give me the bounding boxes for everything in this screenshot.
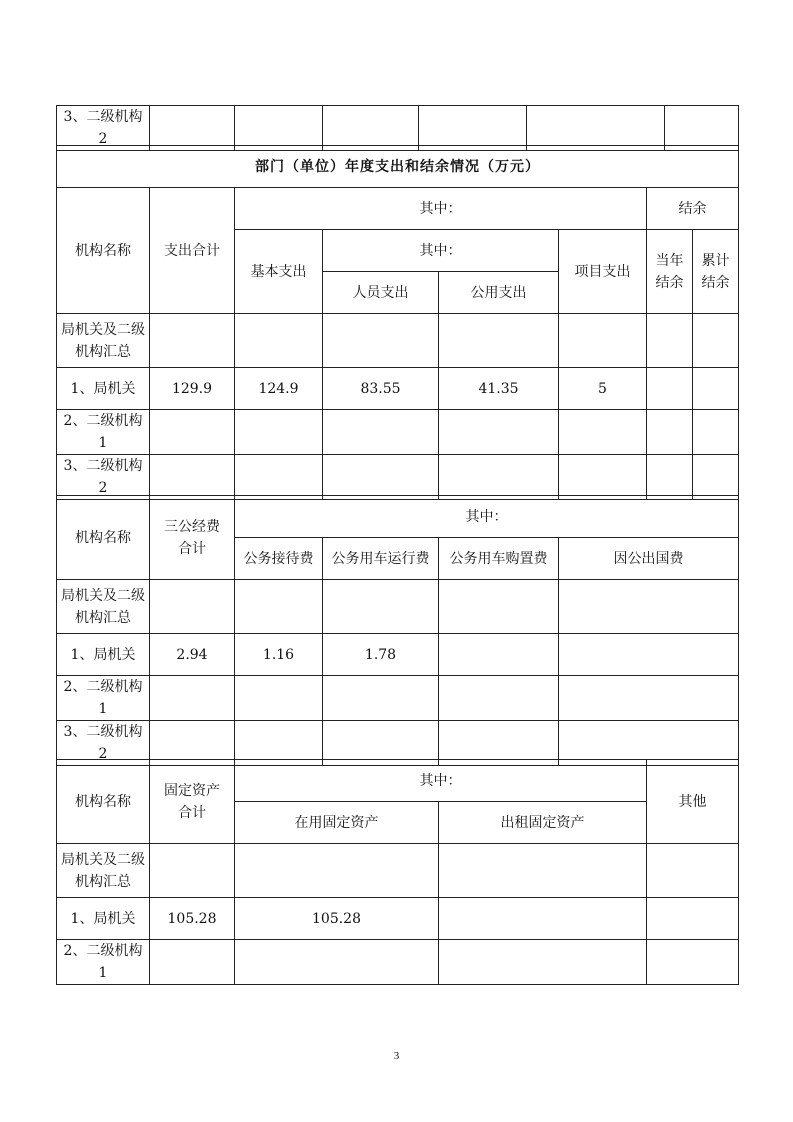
- row-label: 2、二级机构 1: [57, 940, 150, 985]
- page-number: 3: [393, 1050, 400, 1062]
- cell: [527, 106, 665, 151]
- cell-total: 2.94: [150, 634, 235, 676]
- table-row: [57, 940, 739, 985]
- table-row: [57, 634, 739, 676]
- cell-basic: [235, 410, 323, 455]
- cell-project: [559, 455, 647, 500]
- row-label: 局机关及二级机构汇总: [57, 580, 150, 634]
- cell-other: [647, 898, 739, 940]
- row-label: 局机关及二级机构汇总: [57, 314, 150, 368]
- header-leased: 出租固定资产: [439, 802, 647, 844]
- cell-abroad: [559, 634, 739, 676]
- cell-basic: 124.9: [235, 368, 323, 410]
- cell-total: [150, 844, 235, 898]
- header-reception: 公务接待费: [235, 538, 323, 580]
- cell-abroad: [559, 676, 739, 721]
- header-abroad: 因公出国费: [559, 538, 739, 580]
- header-vehicle-run: 公务用车运行费: [323, 538, 439, 580]
- cell-project: 5: [559, 368, 647, 410]
- cell-personnel: [323, 455, 439, 500]
- section-title: 部门（单位）年度支出和结余情况（万元）: [57, 146, 739, 188]
- header-of-which: 其中：: [235, 188, 647, 230]
- cell-total: [150, 676, 235, 721]
- cell: [235, 106, 323, 151]
- cell-basic: [235, 455, 323, 500]
- cell-leased: [439, 844, 647, 898]
- cell-in-use: [235, 940, 439, 985]
- cell: [665, 106, 739, 151]
- cell-current: [647, 368, 693, 410]
- header-current-balance: 当年结余: [647, 230, 693, 314]
- cell-in-use: [235, 844, 439, 898]
- cell-current: [647, 410, 693, 455]
- header-basic: 基本支出: [235, 230, 323, 314]
- cell-reception: 1.16: [235, 634, 323, 676]
- header-unit: 机构名称: [57, 188, 150, 314]
- cell-reception: [235, 676, 323, 721]
- header-total: [150, 496, 235, 580]
- cell-leased: [439, 940, 647, 985]
- cell: [150, 106, 235, 151]
- row-label: 2、二级机构 1: [57, 410, 150, 455]
- header-in-use: 在用固定资产: [235, 802, 439, 844]
- expenditure-table: [56, 145, 739, 500]
- table-row: [57, 676, 739, 721]
- cell-total: [150, 580, 235, 634]
- fixed-assets-table: [56, 759, 739, 985]
- header-vehicle-buy: 公务用车购置费: [439, 538, 559, 580]
- cell-total: 105.28: [150, 898, 235, 940]
- cell-cumulative: [693, 455, 739, 500]
- header-total: 支出合计: [150, 188, 235, 314]
- table-row: [57, 580, 739, 634]
- header-project: 项目支出: [559, 230, 647, 314]
- row-label: 1、局机关: [57, 898, 150, 940]
- row-label: 1、局机关: [57, 634, 150, 676]
- header-balance: 结余: [647, 188, 739, 230]
- cell-total: [150, 410, 235, 455]
- cell-current: [647, 314, 693, 368]
- cell-current: [647, 455, 693, 500]
- cell-other: [647, 940, 739, 985]
- cell: [323, 106, 419, 151]
- cell-personnel: 83.55: [323, 368, 439, 410]
- cell-other: [647, 844, 739, 898]
- header-total-label: 三公经费合计: [164, 518, 220, 557]
- header-public: 公用支出: [439, 272, 559, 314]
- cell-public: [439, 314, 559, 368]
- row-label: 2、二级机构 1: [57, 676, 150, 721]
- header-of-which: 其中：: [235, 496, 739, 538]
- cell-vehicle-run: [323, 580, 439, 634]
- row-label: 3、二级机构 2: [57, 721, 150, 766]
- cell-public: [439, 410, 559, 455]
- header-of-which: 其中：: [235, 760, 647, 802]
- cell-leased: [439, 898, 647, 940]
- header-personnel: 人员支出: [323, 272, 439, 314]
- cell-public: 41.35: [439, 368, 559, 410]
- cell-vehicle-buy: [439, 676, 559, 721]
- table-row: [57, 844, 739, 898]
- cell-basic: [235, 314, 323, 368]
- row-label: 局机关及二级机构汇总: [57, 844, 150, 898]
- header-basic-of-which: 其中：: [323, 230, 559, 272]
- cell-cumulative: [693, 314, 739, 368]
- row-label: 3、二级机构 2: [57, 106, 150, 151]
- cell-personnel: [323, 410, 439, 455]
- cell-total: [150, 314, 235, 368]
- cell-abroad: [559, 580, 739, 634]
- cell-reception: [235, 580, 323, 634]
- header-other: 其他: [647, 760, 739, 844]
- header-cumulative-balance: 累计结余: [693, 230, 739, 314]
- cell-cumulative: [693, 410, 739, 455]
- cell-public: [439, 455, 559, 500]
- header-total-label: 固定资产合计: [164, 782, 220, 821]
- cell-vehicle-buy: [439, 634, 559, 676]
- header-total: [150, 760, 235, 844]
- table-row: [57, 368, 739, 410]
- cell-total: [150, 940, 235, 985]
- table-row: [57, 410, 739, 455]
- cell-project: [559, 314, 647, 368]
- header-unit: 机构名称: [57, 496, 150, 580]
- three-public-table: [56, 495, 739, 766]
- cell-vehicle-buy: [439, 580, 559, 634]
- row-label: 3、二级机构 2: [57, 455, 150, 500]
- cell-total: 129.9: [150, 368, 235, 410]
- table-row: [57, 898, 739, 940]
- cell-cumulative: [693, 368, 739, 410]
- header-unit: 机构名称: [57, 760, 150, 844]
- cell-vehicle-run: [323, 676, 439, 721]
- cell-in-use: 105.28: [235, 898, 439, 940]
- table-row: [57, 314, 739, 368]
- table-row: [57, 455, 739, 500]
- cell-personnel: [323, 314, 439, 368]
- cell-project: [559, 410, 647, 455]
- row-label: 1、局机关: [57, 368, 150, 410]
- cell: [419, 106, 527, 151]
- cell-vehicle-run: 1.78: [323, 634, 439, 676]
- cell-total: [150, 455, 235, 500]
